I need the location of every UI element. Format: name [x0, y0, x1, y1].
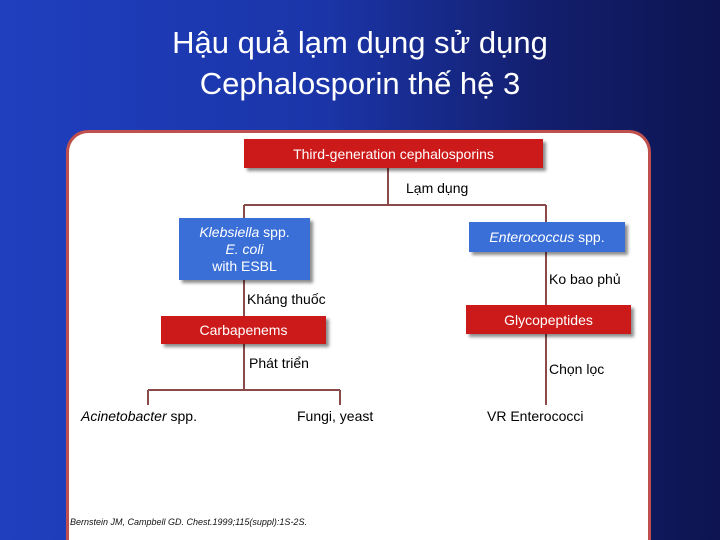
fungi-label: Fungi, yeast: [297, 408, 374, 424]
root-label: Third-generation cephalosporins: [293, 145, 494, 162]
klebsiella-line: Klebsiella spp.: [199, 223, 290, 240]
overuse-label: Lạm dụng: [406, 180, 469, 196]
carbapenems-box: Carbapenems: [161, 316, 326, 344]
klebsiella-box: [179, 218, 310, 280]
esbl-line: with ESBL: [212, 257, 277, 274]
title-line-2: Cephalosporin thế hệ 3: [199, 66, 521, 101]
selection-label: Chọn lọc: [549, 361, 605, 377]
title-line-1: Hậu quả lạm dụng sử dụng: [172, 25, 548, 60]
reference-citation: Bernstein JM, Campbell GD. Chest.1999;115(suppl):1S-2S.: [70, 517, 307, 527]
vre-label: VR Enterococci: [487, 408, 584, 424]
ecoli-line: E. coli: [225, 240, 264, 257]
resistance-label: Kháng thuốc: [247, 291, 326, 307]
enterococcus-box: Enterococcus spp.: [469, 222, 625, 252]
no-coverage-label: Ko bao phủ: [549, 271, 621, 287]
develop-label: Phát triển: [249, 355, 309, 371]
acinetobacter-label: Acinetobacter spp.: [81, 408, 197, 424]
glycopeptides-box: Glycopeptides: [466, 305, 631, 334]
root-box: [244, 139, 543, 168]
